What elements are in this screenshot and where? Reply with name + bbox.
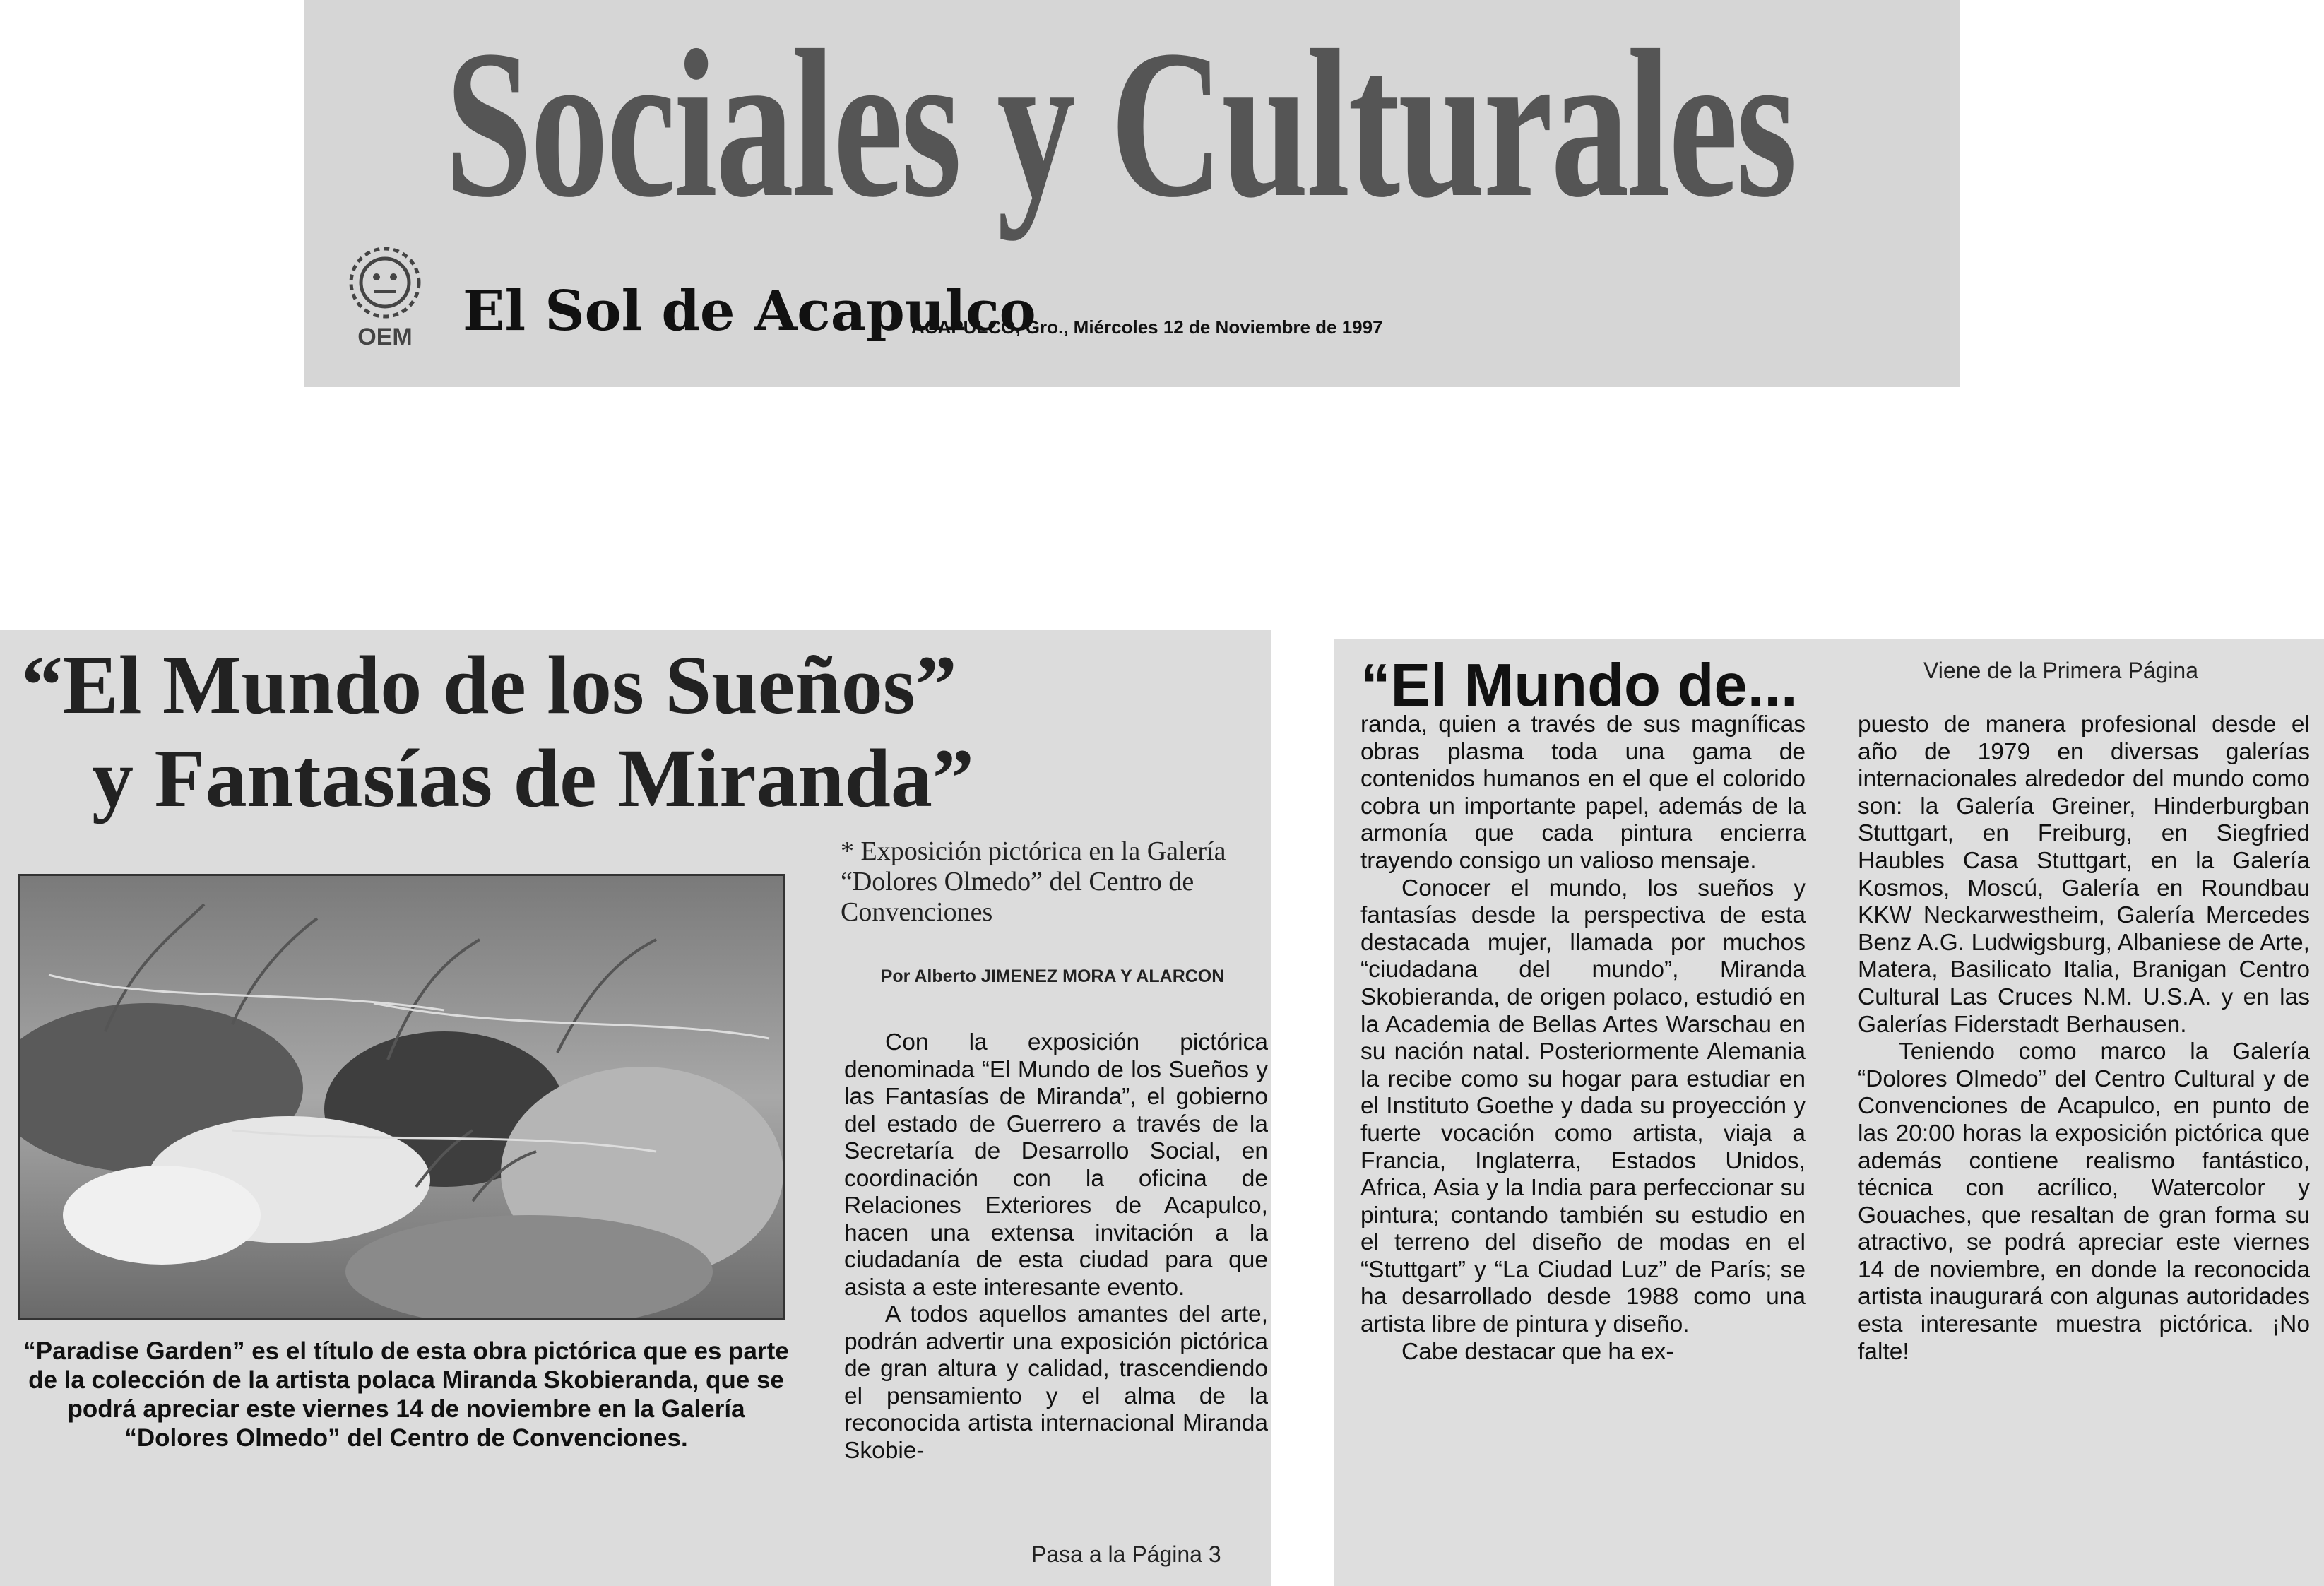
continued-from-note: Viene de la Primera Página — [1923, 658, 2198, 683]
painting-image — [20, 876, 783, 1318]
paragraph: puesto de manera profesional desde el año de 1979 en diversas galerías internacionales alrededor del mundo como son: la Galería Greiner, Hinderburgban Stuttgart, en Freiburg, en Siegfried Haubles Casa Stuttgart, en la Galería Kosmos, Moscú, Galería en Roundbau KKW Neckarwestheim, Galería Mercedes Benz A.G. Ludwigsburg, Albaniese de Arte, Matera, Basilicato Italia, Branigan Centro Cultural Las Cruces N.M. U.S.A. y en las Galerías Fiderstadt Berhausen. — [1858, 711, 2310, 1038]
article-subheadline: * Exposición pictórica en la Galería “Dolores Olmedo” del Centro de Convenciones — [841, 836, 1226, 927]
paragraph: randa, quien a través de sus magníficas obras plasma toda una gama de contenidos humanos en el que el colorido cobra un importante papel, además de la armonía que cada pintura encierra trayendo consigo un valioso mensaje. — [1360, 711, 1806, 874]
text-column-2 — [1858, 711, 2310, 1366]
header-clipping — [304, 0, 1960, 387]
section-masthead: Sociales y Culturales — [445, 6, 1796, 241]
photo-caption: “Paradise Garden” es el título de esta obra pictórica que es parte de la colección de la artista polaca Miranda Skobieranda, que se podrá apreciar este viernes 14 de noviembre en la Galería “Dolores Olmedo” del Centro de Convenciones. — [23, 1337, 789, 1452]
continuation-note: Pasa a la Página 3 — [1031, 1541, 1221, 1567]
paragraph: Conocer el mundo, los sueños y fantasías desde la perspectiva de esta destacada mujer, llamada por muchos “ciudadana del mundo”, Miranda Skobieranda, de origen polaco, estudió en la Academia de Bellas Artes Warschau en su nación natal. Posteriormente Alemania la recibe como su hogar para estudiar en el Instituto Goethe y dada su proyección y fuerte vocación como artista, viaja a Francia, Inglaterra, Estados Unidos, Africa, Asia y la India para perfeccionar su pintura; contando también su estudio en el terreno del diseño de modas en el “Stuttgart” y “La Ciudad Luz” de París; se ha desarrollado desde 1988 como una artista libre de pintura y diseño. — [1360, 875, 1806, 1338]
paragraph: Cabe destacar que ha ex- — [1401, 1338, 1674, 1365]
paragraph: A todos aquellos amantes del arte, podrán advertir una exposición pictórica de gran altura y calidad, trascendiendo el pensamiento y el alma de la reconocida artista internacional Miranda Skobie- — [844, 1301, 1268, 1464]
article-byline: Por Alberto JIMENEZ MORA Y ALARCON — [880, 966, 1225, 986]
article-clipping-main — [0, 630, 1271, 1586]
paragraph: Teniendo como marco la Galería “Dolores Olmedo” del Centro Cultural y de Convenciones de Acapulco, en punto de las 20:00 horas la exposición pictórica que además contiene realismo fantástico, técnica con acrílico, Watercolor y Gouaches, que resaltan de gran forma su atractivo, se podrá apreciar este viernes 14 de noviembre, en donde la reconocida artista inaugurará con algunas autoridades esta interesante muestra pictórica. ¡No falte! — [1858, 1038, 2310, 1365]
article-clipping-continuation — [1334, 639, 2324, 1586]
newspaper-name: El Sol de Acapulco — [463, 279, 1036, 343]
continuation-headline: “El Mundo de... — [1360, 652, 1798, 719]
oem-logo-text: OEM — [357, 324, 413, 350]
headline-line-1: “El Mundo de los Sueños” — [21, 639, 957, 731]
headline-line-2: y Fantasías de Miranda” — [92, 732, 974, 824]
sun-logo-icon — [332, 233, 438, 353]
text-column-1 — [1360, 711, 1806, 1366]
paragraph: Con la exposición pictórica denominada “El Mundo de los Sueños y las Fantasías de Miranda”, el gobierno del estado de Guerrero a través de la Secretaría de Desarrollo Social, en coordinación con la oficina de Relaciones Exteriores de Acapulco, hacen una extensa invitación a la ciudadanía de esta ciudad para que asista a este interesante evento. — [844, 1029, 1268, 1301]
article-body — [844, 1029, 1268, 1464]
artwork-photo — [18, 874, 785, 1320]
dateline: ACAPULCO, Gro., Miércoles 12 de Noviembre de 1997 — [911, 316, 1383, 338]
article-headline — [21, 639, 1264, 825]
